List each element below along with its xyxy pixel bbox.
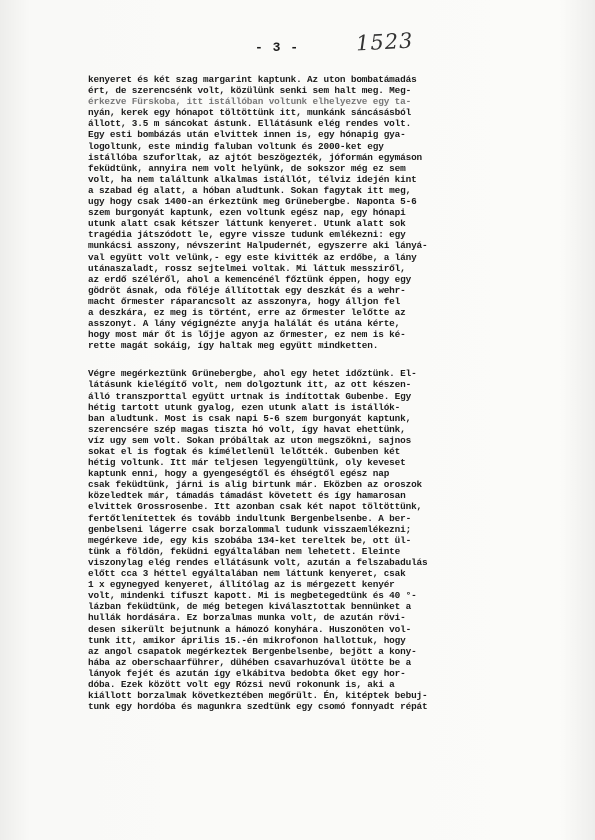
text-line: Végre megérkeztünk Grünebergbe, ahol egy hetet időztünk. El-: [88, 368, 417, 380]
text-line: lányok fejét és azután így elkábitva bedobta őket egy hor-: [88, 667, 406, 679]
text-line: lázban feküdtünk, de még betegen kiválasztottak bennünket a: [88, 601, 412, 613]
text-line: tragédia játszódott le, egyre vissze tudunk emlékezni: egy: [88, 229, 406, 241]
text-line: macht őrmester ráparancsolt az asszonyra, hogy álljon fel: [88, 295, 401, 307]
paragraph-2: [88, 368, 538, 712]
text-line: előtt cca 3 héttel egyáltalában nem láttunk kenyeret, csak: [88, 568, 406, 580]
text-line: csak feküdtünk, járni is alig birtunk már. Eközben az oroszok: [88, 479, 423, 491]
text-line: val együtt volt velünk,- egy este kivitték az erdőbe, a lány: [88, 251, 417, 263]
text-line: szem burgonyát kaptunk, ezen voltunk egész nap, egy hónapi: [88, 207, 406, 219]
text-line: nyán, kerek egy hónapot töltöttünk itt, munkánk sáncásásból: [88, 107, 412, 119]
text-line: ban aludtunk. Most is csak napi 5-6 szem burgonyát kaptunk,: [88, 412, 412, 424]
text-line: hétig tartott utunk gyalog, ezen utunk alatt is istállók-: [88, 401, 401, 413]
text-line: ért, de szerencsénk volt, közülünk senki sem halt meg. Meg-: [88, 85, 412, 97]
text-line: utánaszaladt, rossz sejtelmei voltak. Mi láttuk messziről,: [88, 262, 406, 274]
text-line: volt, mindenki tífuszt kapott. Mi is megbetegedtünk és 40 °-: [88, 590, 417, 602]
text-line: a deszkára, ez meg is történt, erre az őrmester lelőtte az: [88, 306, 406, 318]
text-line: hába az oberschaarführer, dühében csavarhuzóval ütötte be a: [88, 656, 412, 668]
text-line: desen sikerült bejutnunk a hámozó konyhára. Huszonöten vol-: [88, 623, 412, 635]
text-line: logoltunk, este mindig faluban voltunk és 2000-ket egy: [88, 140, 384, 152]
text-line: állott, 3.5 m sáncokat ástunk. Ellátásunk elég rendes volt.: [88, 118, 412, 130]
text-line: tunk itt, amikor április 15.-én mikrofonon hallottuk, hogy: [88, 634, 406, 646]
text-line: asszonyt. A lány végignézte anyja halálát és utána kérte,: [88, 318, 401, 330]
text-line: kiállott borzalmak következtében megőrült. Én, kitéptek bebuj-: [88, 690, 428, 702]
text-line: hogy most már őt is lőjje agyon az őrmester, ez nem is ké-: [88, 329, 406, 341]
text-line: tünk a földön, feküdni egyáltalában nem lehetett. Eleinte: [88, 545, 401, 557]
text-line: hétig voltunk. Itt már teljesen legyengültünk, oly keveset: [88, 457, 406, 469]
text-line: elvittek Grossrosenbe. Itt azonban csak két napot töltöttünk,: [88, 501, 423, 513]
body-text: [88, 74, 538, 712]
handwritten-number: 1523: [355, 28, 415, 56]
text-line: ugy hogy csak 1400-an érkeztünk meg Grünebergbe. Naponta 5-6: [88, 196, 417, 208]
text-line: megérkeve ide, egy kis szobába 134-ket tereltek be, ott ül-: [88, 534, 412, 546]
text-line: rette magát sokáig, így haltak meg együtt mindketten.: [88, 340, 379, 352]
text-line: látásunk kielégítő volt, nem dolgoztunk itt, az ott készen-: [88, 379, 412, 391]
text-line: a szabad ég alatt, a hóban aludtunk. Sokan fagytak itt meg,: [88, 184, 412, 196]
text-line: utunk alatt csak kétszer láttunk kenyeret. Utunk alatt sok: [88, 218, 406, 230]
text-line: Egy esti bombázás után elvittek innen is, egy hónapig gya-: [88, 129, 406, 141]
text-line: munkácsi asszony, névszerint Halpudernét, egyszerre aki lányá-: [88, 240, 428, 252]
text-line: volt, ha nem találtunk alkalmas istállót, télviz idején kint: [88, 173, 417, 185]
text-line: feküdtünk, annyira nem volt helyünk, de sokszor még ez sem: [88, 162, 406, 174]
text-line: kaptunk enni, hogy a gyengeségtől és éhségtől egész nap: [88, 468, 390, 480]
text-line: kenyeret és két szag margarint kaptunk. Az uton bombatámadás: [88, 74, 417, 85]
text-line: tunk egy hordóba és magunkra szedtünk egy csomó fonnyadt répát: [88, 701, 428, 713]
text-line: fertőtlenítettek és tovább indultunk Bergenbelsenbe. A ber-: [88, 512, 412, 524]
text-line: gödröt ásnak, oda föléje állítottak egy deszkát és a wehr-: [88, 284, 406, 296]
text-line: 1 x egynegyed kenyeret, állítólag az is mérgezett kenyér: [88, 579, 395, 591]
text-line: sokat el is fogtak és kíméletlenül lelőtték. Gubenben két: [88, 446, 401, 457]
text-line: dóba. Ezek között volt egy Rózsi nevű rokonunk is, aki a: [88, 678, 395, 690]
text-line: az angol csapatok megérkeztek Bergenbelsenbe, bejött a kony-: [88, 645, 417, 657]
text-line: szerencsére szép magas tiszta hó volt, így havat ehettünk,: [88, 423, 406, 435]
text-line: viszonylag elég rendes ellátásunk volt, azután a felszabadulás: [88, 556, 428, 568]
text-line: genbelseni lágerre csak borzalommal tudunk visszaemlékezni;: [88, 523, 412, 535]
text-line: hullák hordására. Ez borzalmas munka volt, de azután rövi-: [88, 612, 406, 624]
text-line: álló transzporttal együtt urtnak is indítottak Gubenbe. Egy: [88, 390, 412, 402]
text-line: érkezve Fürskoba, itt istállóban voltunk elhelyezve egy ta-: [88, 96, 412, 108]
text-line: víz ugy sem volt. Sokan próbáltak az uton megszökni, sajnos: [88, 434, 412, 446]
text-line: közeledtek már, támadás támadást követett és így hamarosan: [88, 490, 406, 502]
paragraph-1: [88, 74, 538, 351]
text-line: az erdő széléről, ahol a kemencénél főztünk éppen, hogy egy: [88, 273, 412, 285]
page-number: - 3 -: [255, 40, 300, 55]
text-line: istállóba szuforltak, az ajtót beszögezték, jóformán egymáson: [88, 151, 423, 163]
